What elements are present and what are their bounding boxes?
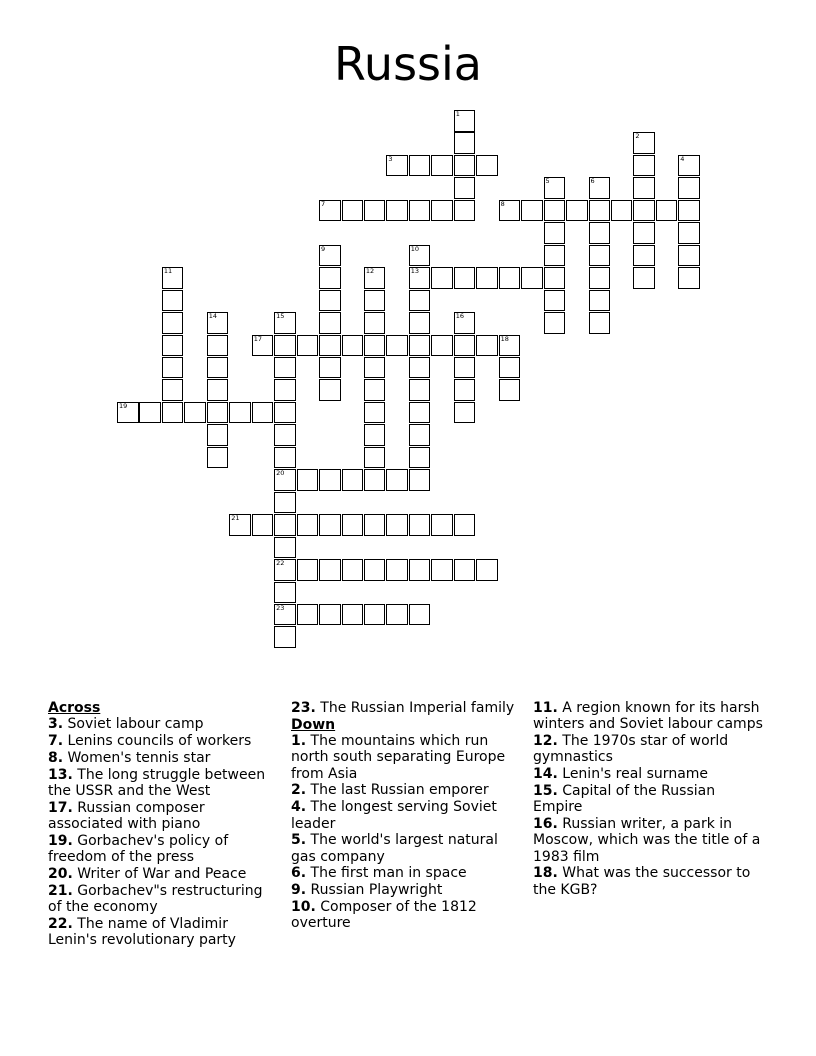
- clue-text: Russian writer, a park in Moscow, which was the title of a 1983 film: [533, 816, 761, 865]
- clue-text: The Russian Imperial family: [315, 700, 515, 716]
- grid-cell[interactable]: [342, 335, 364, 357]
- grid-cell[interactable]: [364, 604, 386, 626]
- cell-number: 7: [321, 199, 326, 208]
- cell-number: 6: [590, 177, 595, 186]
- clue: [291, 882, 523, 898]
- clue-number: 10.: [291, 899, 316, 916]
- grid-cell[interactable]: [499, 379, 521, 401]
- grid-cell[interactable]: [476, 267, 498, 289]
- clue-text: Russian composer associated with piano: [48, 799, 205, 833]
- grid-cell[interactable]: [162, 312, 184, 334]
- clue-number: 15.: [533, 782, 558, 799]
- grid-cell[interactable]: [454, 312, 476, 334]
- grid-cell[interactable]: [544, 222, 566, 244]
- clue: [48, 767, 280, 800]
- grid-cell[interactable]: [319, 469, 341, 491]
- clue-number: 14.: [533, 766, 558, 783]
- clue: [291, 899, 523, 932]
- clue-number: 1.: [291, 733, 307, 750]
- grid-cell[interactable]: [207, 424, 229, 446]
- clue: [48, 733, 280, 749]
- grid-cell[interactable]: [342, 604, 364, 626]
- cell-number: 8: [500, 199, 505, 208]
- grid-cell[interactable]: [274, 312, 296, 334]
- grid-cell[interactable]: [409, 559, 431, 581]
- grid-cell[interactable]: [274, 335, 296, 357]
- grid-cell[interactable]: [409, 312, 431, 334]
- cell-number: 23: [276, 603, 285, 612]
- clue-text: Gorbachev"s restructuring of the economy: [48, 882, 263, 916]
- grid-cell[interactable]: [454, 335, 476, 357]
- grid-cell[interactable]: [454, 110, 476, 132]
- grid-cell[interactable]: [252, 402, 274, 424]
- grid-cell[interactable]: [409, 267, 431, 289]
- clue: [533, 766, 765, 782]
- grid-cell[interactable]: [454, 402, 476, 424]
- grid-cell[interactable]: [499, 335, 521, 357]
- cell-number: 5: [545, 177, 550, 186]
- grid-cell[interactable]: [364, 357, 386, 379]
- cell-number: 2: [635, 132, 640, 141]
- cell-number: 18: [500, 334, 509, 343]
- grid-cell[interactable]: [297, 559, 319, 581]
- cell-number: 1: [455, 110, 460, 118]
- grid-cell[interactable]: [409, 245, 431, 267]
- grid-cell[interactable]: [386, 335, 408, 357]
- clue-number: 9.: [291, 882, 307, 899]
- grid-cell[interactable]: [633, 222, 655, 244]
- grid-cell[interactable]: [499, 200, 521, 222]
- grid-cell[interactable]: [297, 514, 319, 536]
- clue-text: Writer of War and Peace: [72, 865, 247, 882]
- grid-cell[interactable]: [207, 379, 229, 401]
- clue-number: 13.: [48, 766, 73, 783]
- grid-cell[interactable]: [589, 177, 611, 199]
- clue-number: 6.: [291, 865, 307, 882]
- grid-cell[interactable]: [454, 559, 476, 581]
- grid-cell[interactable]: [364, 312, 386, 334]
- clue-column-3: [533, 700, 765, 899]
- grid-cell[interactable]: [409, 155, 431, 177]
- clue: [291, 832, 523, 865]
- grid-cell[interactable]: [274, 402, 296, 424]
- grid-cell[interactable]: [409, 200, 431, 222]
- grid-cell[interactable]: [633, 177, 655, 199]
- cell-number: 15: [276, 312, 285, 320]
- cell-number: 3: [388, 154, 393, 163]
- grid-cell[interactable]: [319, 379, 341, 401]
- grid-cell[interactable]: [409, 604, 431, 626]
- grid-cell[interactable]: [364, 514, 386, 536]
- grid-cell[interactable]: [678, 245, 700, 267]
- clue: [48, 716, 280, 732]
- grid-cell[interactable]: [274, 626, 296, 648]
- clue: [48, 916, 280, 949]
- grid-cell[interactable]: [274, 357, 296, 379]
- grid-cell[interactable]: [409, 469, 431, 491]
- clue-number: 21.: [48, 882, 73, 899]
- clue: [291, 700, 523, 716]
- clue-number: 16.: [533, 816, 558, 833]
- grid-cell[interactable]: [364, 559, 386, 581]
- cell-number: 11: [163, 267, 173, 276]
- clue: [291, 799, 523, 832]
- grid-cell[interactable]: [476, 155, 498, 177]
- grid-cell[interactable]: [364, 335, 386, 357]
- grid-cell[interactable]: [476, 559, 498, 581]
- clue: [533, 816, 765, 865]
- grid-cell[interactable]: [499, 357, 521, 379]
- clue-text: Women's tennis star: [63, 749, 211, 766]
- clue: [48, 883, 280, 916]
- grid-cell[interactable]: [589, 290, 611, 312]
- grid-cell[interactable]: [409, 402, 431, 424]
- grid-cell[interactable]: [633, 132, 655, 154]
- grid-cell[interactable]: [454, 514, 476, 536]
- grid-cell[interactable]: [229, 514, 251, 536]
- grid-cell[interactable]: [589, 200, 611, 222]
- grid-cell[interactable]: [364, 267, 386, 289]
- grid-cell[interactable]: [364, 424, 386, 446]
- clue-text: The mountains which run north south separating Europe from Asia: [291, 733, 506, 782]
- clue-text: Soviet labour camp: [63, 716, 204, 733]
- grid-cell[interactable]: [409, 357, 431, 379]
- clue-text: Lenin's real surname: [557, 766, 709, 783]
- clue: [533, 700, 765, 733]
- grid-cell[interactable]: [319, 357, 341, 379]
- grid-cell[interactable]: [162, 267, 184, 289]
- grid-cell[interactable]: [633, 155, 655, 177]
- grid-cell[interactable]: [162, 357, 184, 379]
- grid-cell[interactable]: [319, 335, 341, 357]
- grid-cell[interactable]: [319, 514, 341, 536]
- grid-cell[interactable]: [184, 402, 206, 424]
- grid-cell[interactable]: [162, 402, 184, 424]
- grid-cell[interactable]: [499, 267, 521, 289]
- cell-number: 13: [410, 267, 420, 276]
- grid-cell[interactable]: [656, 200, 678, 222]
- grid-cell[interactable]: [544, 245, 566, 267]
- grid-cell[interactable]: [678, 267, 700, 289]
- grid-cell[interactable]: [409, 290, 431, 312]
- clue-number: 7.: [48, 733, 64, 750]
- grid-cell[interactable]: [454, 200, 476, 222]
- grid-cell[interactable]: [521, 200, 543, 222]
- grid-cell[interactable]: [409, 379, 431, 401]
- grid-cell[interactable]: [431, 514, 453, 536]
- cell-number: 22: [276, 559, 285, 567]
- grid-cell[interactable]: [386, 200, 408, 222]
- clue: [48, 750, 280, 766]
- clue-text: A region known for its harsh winters and Soviet labour camps: [533, 700, 763, 733]
- grid-cell[interactable]: [476, 335, 498, 357]
- grid-cell[interactable]: [274, 537, 296, 559]
- clue: [533, 865, 765, 898]
- grid-cell[interactable]: [207, 335, 229, 357]
- grid-cell[interactable]: [678, 200, 700, 222]
- cell-number: 16: [455, 312, 465, 320]
- grid-cell[interactable]: [544, 290, 566, 312]
- clue-text: Lenins councils of workers: [63, 733, 252, 750]
- clue-text: What was the successor to the KGB?: [533, 865, 751, 898]
- grid-cell[interactable]: [162, 335, 184, 357]
- clue-number: 18.: [533, 865, 558, 882]
- cell-number: 20: [276, 469, 285, 478]
- grid-cell[interactable]: [386, 604, 408, 626]
- grid-cell[interactable]: [386, 155, 408, 177]
- grid-cell[interactable]: [274, 514, 296, 536]
- cell-number: 4: [680, 154, 685, 163]
- clue-text: The 1970s star of world gymnastics: [533, 733, 729, 766]
- clue: [291, 865, 523, 881]
- grid-cell[interactable]: [566, 200, 588, 222]
- clue: [48, 866, 280, 882]
- clue-number: 19.: [48, 832, 73, 849]
- grid-cell[interactable]: [342, 200, 364, 222]
- grid-cell[interactable]: [319, 312, 341, 334]
- grid-cell[interactable]: [319, 245, 341, 267]
- grid-cell[interactable]: [117, 402, 139, 424]
- grid-cell[interactable]: [454, 267, 476, 289]
- clue-text: Gorbachev's policy of freedom of the press: [48, 832, 229, 866]
- grid-cell[interactable]: [386, 469, 408, 491]
- grid-cell[interactable]: [274, 447, 296, 469]
- clue: [291, 733, 523, 782]
- grid-cell[interactable]: [431, 155, 453, 177]
- clue-column-1: [48, 700, 280, 949]
- grid-cell[interactable]: [207, 402, 229, 424]
- clue-text: Composer of the 1812 overture: [291, 899, 477, 932]
- grid-cell[interactable]: [162, 379, 184, 401]
- clue-column-2: [291, 700, 523, 932]
- grid-cell[interactable]: [633, 245, 655, 267]
- grid-cell[interactable]: [454, 357, 476, 379]
- grid-cell[interactable]: [409, 335, 431, 357]
- grid-cell[interactable]: [207, 312, 229, 334]
- grid-cell[interactable]: [678, 177, 700, 199]
- page-title: Russia: [334, 37, 482, 91]
- grid-cell[interactable]: [364, 200, 386, 222]
- grid-cell[interactable]: [297, 469, 319, 491]
- grid-cell[interactable]: [544, 312, 566, 334]
- grid-cell[interactable]: [454, 379, 476, 401]
- clue-number: 8.: [48, 749, 64, 766]
- grid-cell[interactable]: [589, 245, 611, 267]
- grid-cell[interactable]: [319, 604, 341, 626]
- grid-cell[interactable]: [274, 582, 296, 604]
- clue-number: 12.: [533, 733, 558, 750]
- clue-number: 20.: [48, 865, 73, 882]
- across-heading: Across: [48, 700, 101, 716]
- grid-cell[interactable]: [274, 559, 296, 581]
- grid-cell[interactable]: [386, 514, 408, 536]
- grid-cell[interactable]: [364, 379, 386, 401]
- clue-number: 5.: [291, 832, 307, 849]
- clue: [291, 782, 523, 798]
- grid-cell[interactable]: [454, 177, 476, 199]
- grid-cell[interactable]: [364, 402, 386, 424]
- clue-text: The first man in space: [306, 865, 467, 882]
- grid-cell[interactable]: [207, 357, 229, 379]
- clue-number: 23.: [291, 700, 316, 716]
- grid-cell[interactable]: [139, 402, 161, 424]
- grid-cell[interactable]: [589, 312, 611, 334]
- grid-cell[interactable]: [544, 267, 566, 289]
- grid-cell[interactable]: [342, 559, 364, 581]
- clue-number: 22.: [48, 915, 73, 932]
- clue: [48, 833, 280, 866]
- grid-cell[interactable]: [319, 200, 341, 222]
- grid-cell[interactable]: [207, 447, 229, 469]
- grid-cell[interactable]: [274, 492, 296, 514]
- grid-cell[interactable]: [611, 200, 633, 222]
- clue: [533, 733, 765, 766]
- grid-cell[interactable]: [633, 267, 655, 289]
- grid-cell[interactable]: [431, 559, 453, 581]
- grid-cell[interactable]: [364, 469, 386, 491]
- clue: [533, 783, 765, 816]
- grid-cell[interactable]: [274, 604, 296, 626]
- grid-cell[interactable]: [364, 447, 386, 469]
- clue-text: The world's largest natural gas company: [291, 832, 498, 865]
- grid-cell[interactable]: [633, 200, 655, 222]
- grid-cell[interactable]: [409, 424, 431, 446]
- clue-number: 17.: [48, 799, 73, 816]
- cell-number: 10: [410, 244, 420, 253]
- cell-number: 19: [119, 401, 128, 410]
- clue-number: 2.: [291, 782, 307, 799]
- grid-cell[interactable]: [229, 402, 251, 424]
- grid-cell[interactable]: [454, 155, 476, 177]
- grid-cell[interactable]: [521, 267, 543, 289]
- cell-number: 17: [253, 334, 262, 343]
- grid-cell[interactable]: [297, 335, 319, 357]
- grid-cell[interactable]: [319, 559, 341, 581]
- grid-cell[interactable]: [409, 514, 431, 536]
- grid-cell[interactable]: [319, 267, 341, 289]
- clue-text: The longest serving Soviet leader: [291, 799, 497, 832]
- down-heading: Down: [291, 716, 336, 733]
- grid-cell[interactable]: [274, 379, 296, 401]
- clue-text: The name of Vladimir Lenin's revolutionary party: [48, 915, 236, 949]
- grid-cell[interactable]: [319, 290, 341, 312]
- grid-cell[interactable]: [252, 335, 274, 357]
- grid-cell[interactable]: [364, 290, 386, 312]
- clue-text: Russian Playwright: [306, 882, 443, 899]
- cell-number: 14: [208, 312, 218, 320]
- clue-number: 3.: [48, 716, 64, 733]
- grid-cell[interactable]: [342, 514, 364, 536]
- grid-cell[interactable]: [162, 290, 184, 312]
- grid-cell[interactable]: [544, 200, 566, 222]
- grid-cell[interactable]: [297, 604, 319, 626]
- grid-cell[interactable]: [274, 424, 296, 446]
- cell-number: 12: [365, 267, 375, 276]
- grid-cell[interactable]: [431, 335, 453, 357]
- clue-text: The long struggle between the USSR and the West: [48, 766, 266, 799]
- clue-number: 4.: [291, 799, 307, 816]
- grid-cell[interactable]: [252, 514, 274, 536]
- clue-text: Capital of the Russian Empire: [533, 782, 716, 816]
- grid-cell[interactable]: [678, 222, 700, 244]
- grid-cell[interactable]: [342, 469, 364, 491]
- clue-number: 11.: [533, 700, 558, 716]
- grid-cell[interactable]: [544, 177, 566, 199]
- grid-cell[interactable]: [454, 132, 476, 154]
- grid-cell[interactable]: [431, 200, 453, 222]
- clue: [48, 800, 280, 833]
- cell-number: 9: [321, 244, 326, 253]
- clue-text: The last Russian emporer: [306, 782, 489, 799]
- grid-cell[interactable]: [274, 469, 296, 491]
- grid-cell[interactable]: [678, 155, 700, 177]
- grid-cell[interactable]: [589, 222, 611, 244]
- grid-cell[interactable]: [431, 267, 453, 289]
- grid-cell[interactable]: [589, 267, 611, 289]
- cell-number: 21: [231, 514, 240, 523]
- grid-cell[interactable]: [409, 447, 431, 469]
- grid-cell[interactable]: [386, 559, 408, 581]
